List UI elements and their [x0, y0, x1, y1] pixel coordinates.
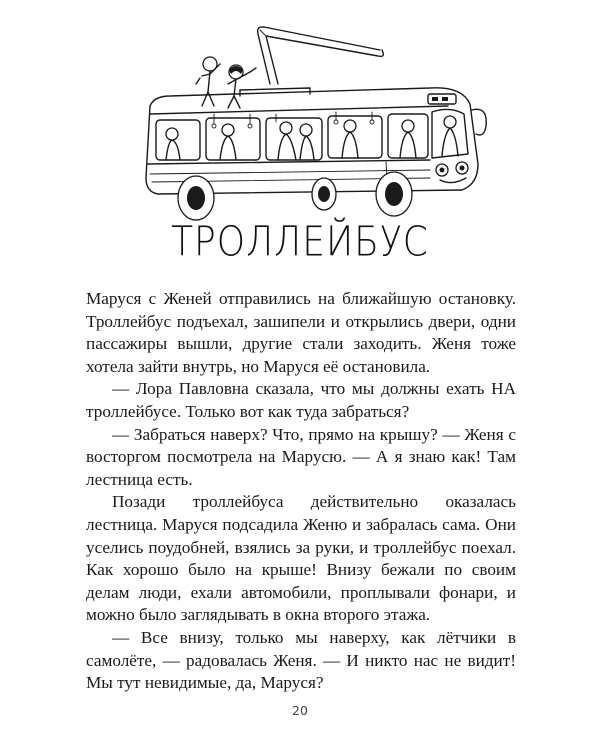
paragraph: Маруся с Женей отправились на ближайшую остановку. Троллейбус подъехал, зашипели и открылись двери, одни пассажиры вышли, другие стали заходить. Женя тоже хотела зайти внутрь, но Маруся её остановила.: [86, 289, 516, 376]
passengers: [166, 112, 458, 160]
paragraph: — Все внизу, только мы наверху, как лётчики в самолёте, — радовалась Женя. — И никто нас не видит! Мы тут невидимые, да, Маруся?: [86, 627, 516, 693]
trolley-poles: [258, 27, 384, 84]
page-number: 20: [292, 703, 308, 718]
kids-on-roof: [196, 57, 256, 108]
paragraph: — Забраться наверх? Что, прямо на крышу? — Женя с восторгом посмотрела на Марусю. — А я знаю как! Там лестница есть.: [86, 424, 516, 489]
chapter-body: [86, 288, 516, 695]
paragraph: — Лора Павловна сказала, что мы должны ехать НА троллейбусе. Только вот как туда забраться?: [86, 379, 516, 421]
trolleybus-illustration: [110, 14, 500, 228]
chapter-title: ТРОЛЛЕЙБУС: [171, 218, 429, 267]
paragraph: Позади троллейбуса действительно оказалась лестница. Маруся подсадила Женю и забралась сама. Они уселись поудобней, взялись за руки, и троллейбус поехал. Как хорошо было на крыше! Внизу бежали по своим делам люди, ехали автомобили, проплывали фонари, и можно было заглядывать в окна второго этажа.: [86, 492, 516, 625]
